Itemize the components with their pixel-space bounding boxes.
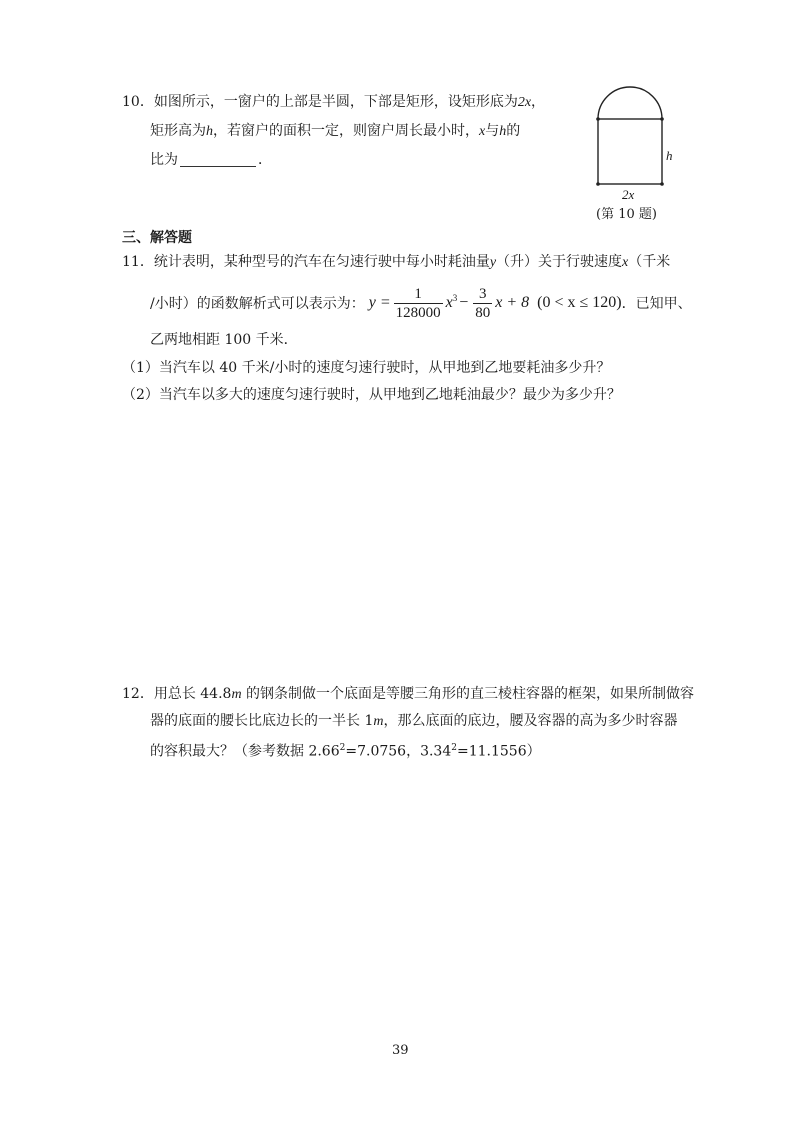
rectangle-bottom xyxy=(598,119,662,184)
fraction-2: $\frac{3}{80}$ xyxy=(475,285,491,321)
figure-caption: (第 10 题) xyxy=(596,207,657,222)
q10-line1: 10．如图所示，一窗户的上部是半圆，下部是矩形，设矩形底为2x， xyxy=(122,94,546,110)
q12-line1: 12．用总长 44.8m 的钢条制做一个底面是等腰三角形的直三棱柱容器的框架，如果所制做容 xyxy=(122,686,695,702)
fuel-formula: y = $\frac{1}{128000}$ x $^3$ − $\frac{3}{80}$ x + 8 (0 < x ≤ 120) xyxy=(368,285,622,321)
q11-part1: （1）当汽车以 40 千米/小时的速度匀速行驶时，从甲地到乙地要耗油多少升？ xyxy=(122,360,611,376)
q12-line3: 的容积最大？（参考数据 $2.66^2=7.0756$，$3.34^2=11.1556$） xyxy=(150,743,541,760)
q11-number: 11． xyxy=(122,254,154,270)
page-number: 39 xyxy=(392,1043,409,1058)
fraction-1: $\frac{1}{128000}$ xyxy=(395,285,441,321)
section-title: 三、解答题 xyxy=(122,230,192,246)
semicircle-top xyxy=(598,87,662,119)
window-figure xyxy=(590,84,680,194)
q10-line2: 矩形高为h，若窗户的面积一定，则窗户周长最小时，x与h的 xyxy=(150,123,521,139)
q12-line2: 器的底面的腰长比底边长的一半长 1m，那么底面的底边，腰及容器的高为多少时容器 xyxy=(150,713,678,729)
q10-number: 10． xyxy=(122,94,154,110)
q11-line1: 11．统计表明，某种型号的汽车在匀速行驶中每小时耗油量y（升）关于行驶速度x（千米 xyxy=(122,254,671,270)
q10-line3: 比为 ． xyxy=(150,152,272,168)
q11-line2: /小时）的函数解析式可以表示为： y = $\frac{1}{128000}$ x $^3$ − $\frac{3}{80}$ x + 8 (0 < x ≤ 120) ．已知甲、 xyxy=(150,285,692,321)
q12-number: 12． xyxy=(122,686,154,702)
figure-label-base: 2x xyxy=(622,187,635,202)
q11-line3: 乙两地相距 100 千米． xyxy=(150,332,298,348)
answer-blank xyxy=(180,152,256,167)
q11-part2: （2）当汽车以多大的速度匀速行驶时，从甲地到乙地耗油最少？最少为多少升？ xyxy=(122,387,621,403)
figure-label-h: h xyxy=(666,148,673,163)
